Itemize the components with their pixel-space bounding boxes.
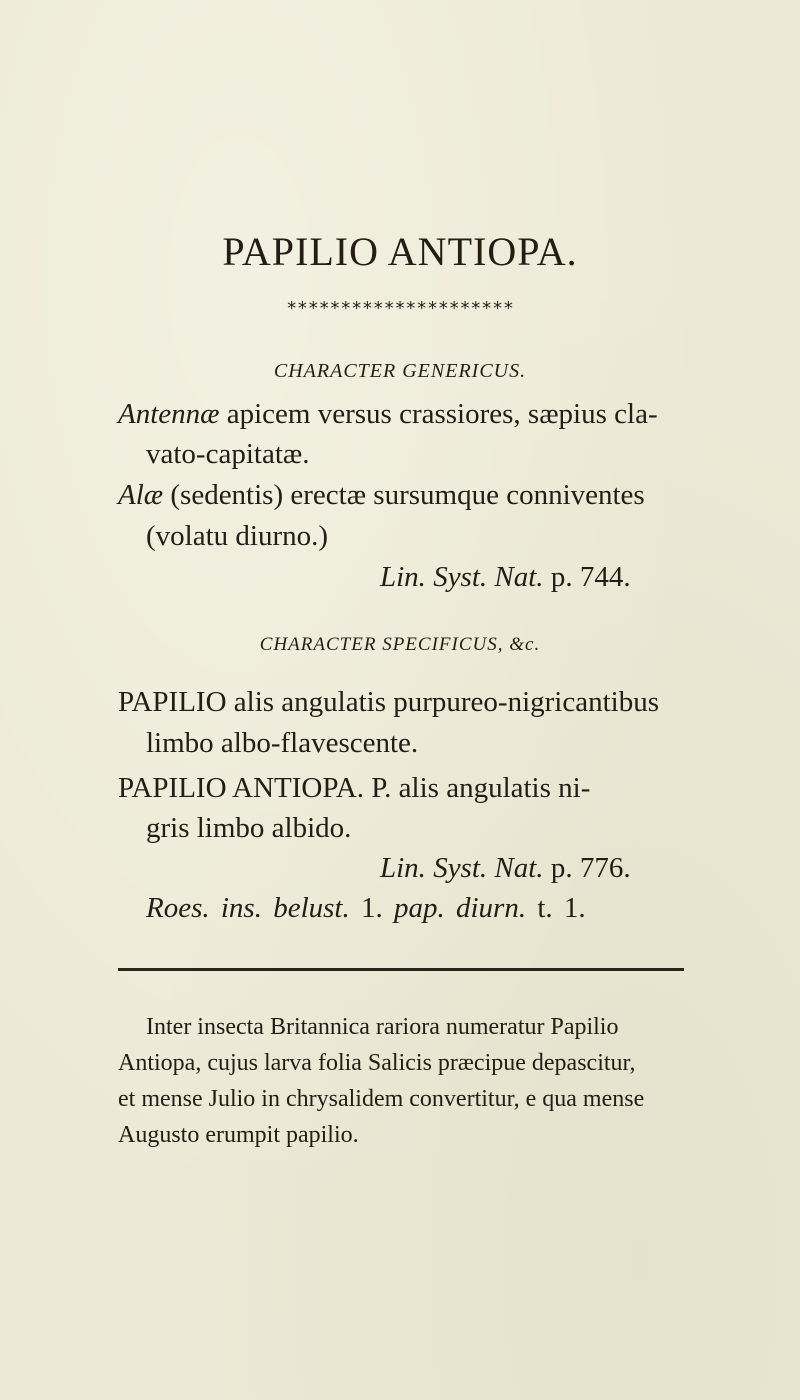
spec-ref-nat: Nat. [494, 852, 544, 884]
roes-vol: 1. [361, 892, 383, 924]
generic-heading: CHARACTER GENERICUS. [273, 360, 527, 382]
roes-belust: belust. [273, 892, 350, 924]
roes-table: t. 1. [537, 892, 586, 924]
note-line-1: Inter insecta Britannica rariora numeratur Papilio [146, 1014, 619, 1040]
ref-nat: Nat. [494, 561, 544, 593]
alae-line-2: (volatu diurno.) [146, 520, 329, 552]
roes-author: Roes. [146, 892, 210, 924]
antennae-line-1 [118, 398, 658, 431]
ref-lin: Lin. [380, 561, 426, 593]
spec-ref-syst: Syst. [433, 852, 488, 884]
section-divider [118, 968, 684, 971]
specific-reference [380, 852, 631, 885]
desc1-line-1: PAPILIO alis angulatis purpureo-nigricantibus [118, 686, 659, 718]
note-line-4: Augusto erumpit papilio. [118, 1122, 359, 1148]
ornament-rule: ********************* [286, 298, 514, 319]
roes-pap: pap. [394, 892, 445, 924]
roes-ins: ins. [220, 892, 262, 924]
ref-syst: Syst. [433, 561, 488, 593]
spec-ref-lin: Lin. [380, 852, 426, 884]
desc2-line-2: gris limbo albido. [146, 812, 352, 844]
desc2-line-1: PAPILIO ANTIOPA. P. alis angulatis ni- [118, 772, 591, 804]
ref-page: p. 744. [550, 561, 631, 593]
desc1-line-2: limbo albo-flavescente. [146, 727, 419, 759]
note-line-3: et mense Julio in chrysalidem convertitur, e qua mense [118, 1086, 645, 1112]
alae-term: Alæ [118, 479, 164, 511]
specific-heading: CHARACTER SPECIFICUS, &c. [259, 634, 541, 655]
alae-text-1: (sedentis) erectæ sursumque conniventes [163, 479, 645, 511]
alae-line-1 [118, 479, 645, 512]
note-line-2: Antiopa, cujus larva folia Salicis præcipue depascitur, [118, 1050, 636, 1076]
antennae-text-1: apicem versus crassiores, sæpius cla- [219, 398, 658, 430]
antennae-term: Antennæ [118, 398, 220, 430]
page-title: PAPILIO ANTIOPA. [222, 229, 578, 274]
generic-reference [380, 561, 631, 594]
antennae-line-2: vato-capitatæ. [146, 438, 310, 470]
roesel-reference [146, 892, 586, 925]
spec-ref-page: p. 776. [550, 852, 631, 884]
roes-diurn: diurn. [456, 892, 527, 924]
